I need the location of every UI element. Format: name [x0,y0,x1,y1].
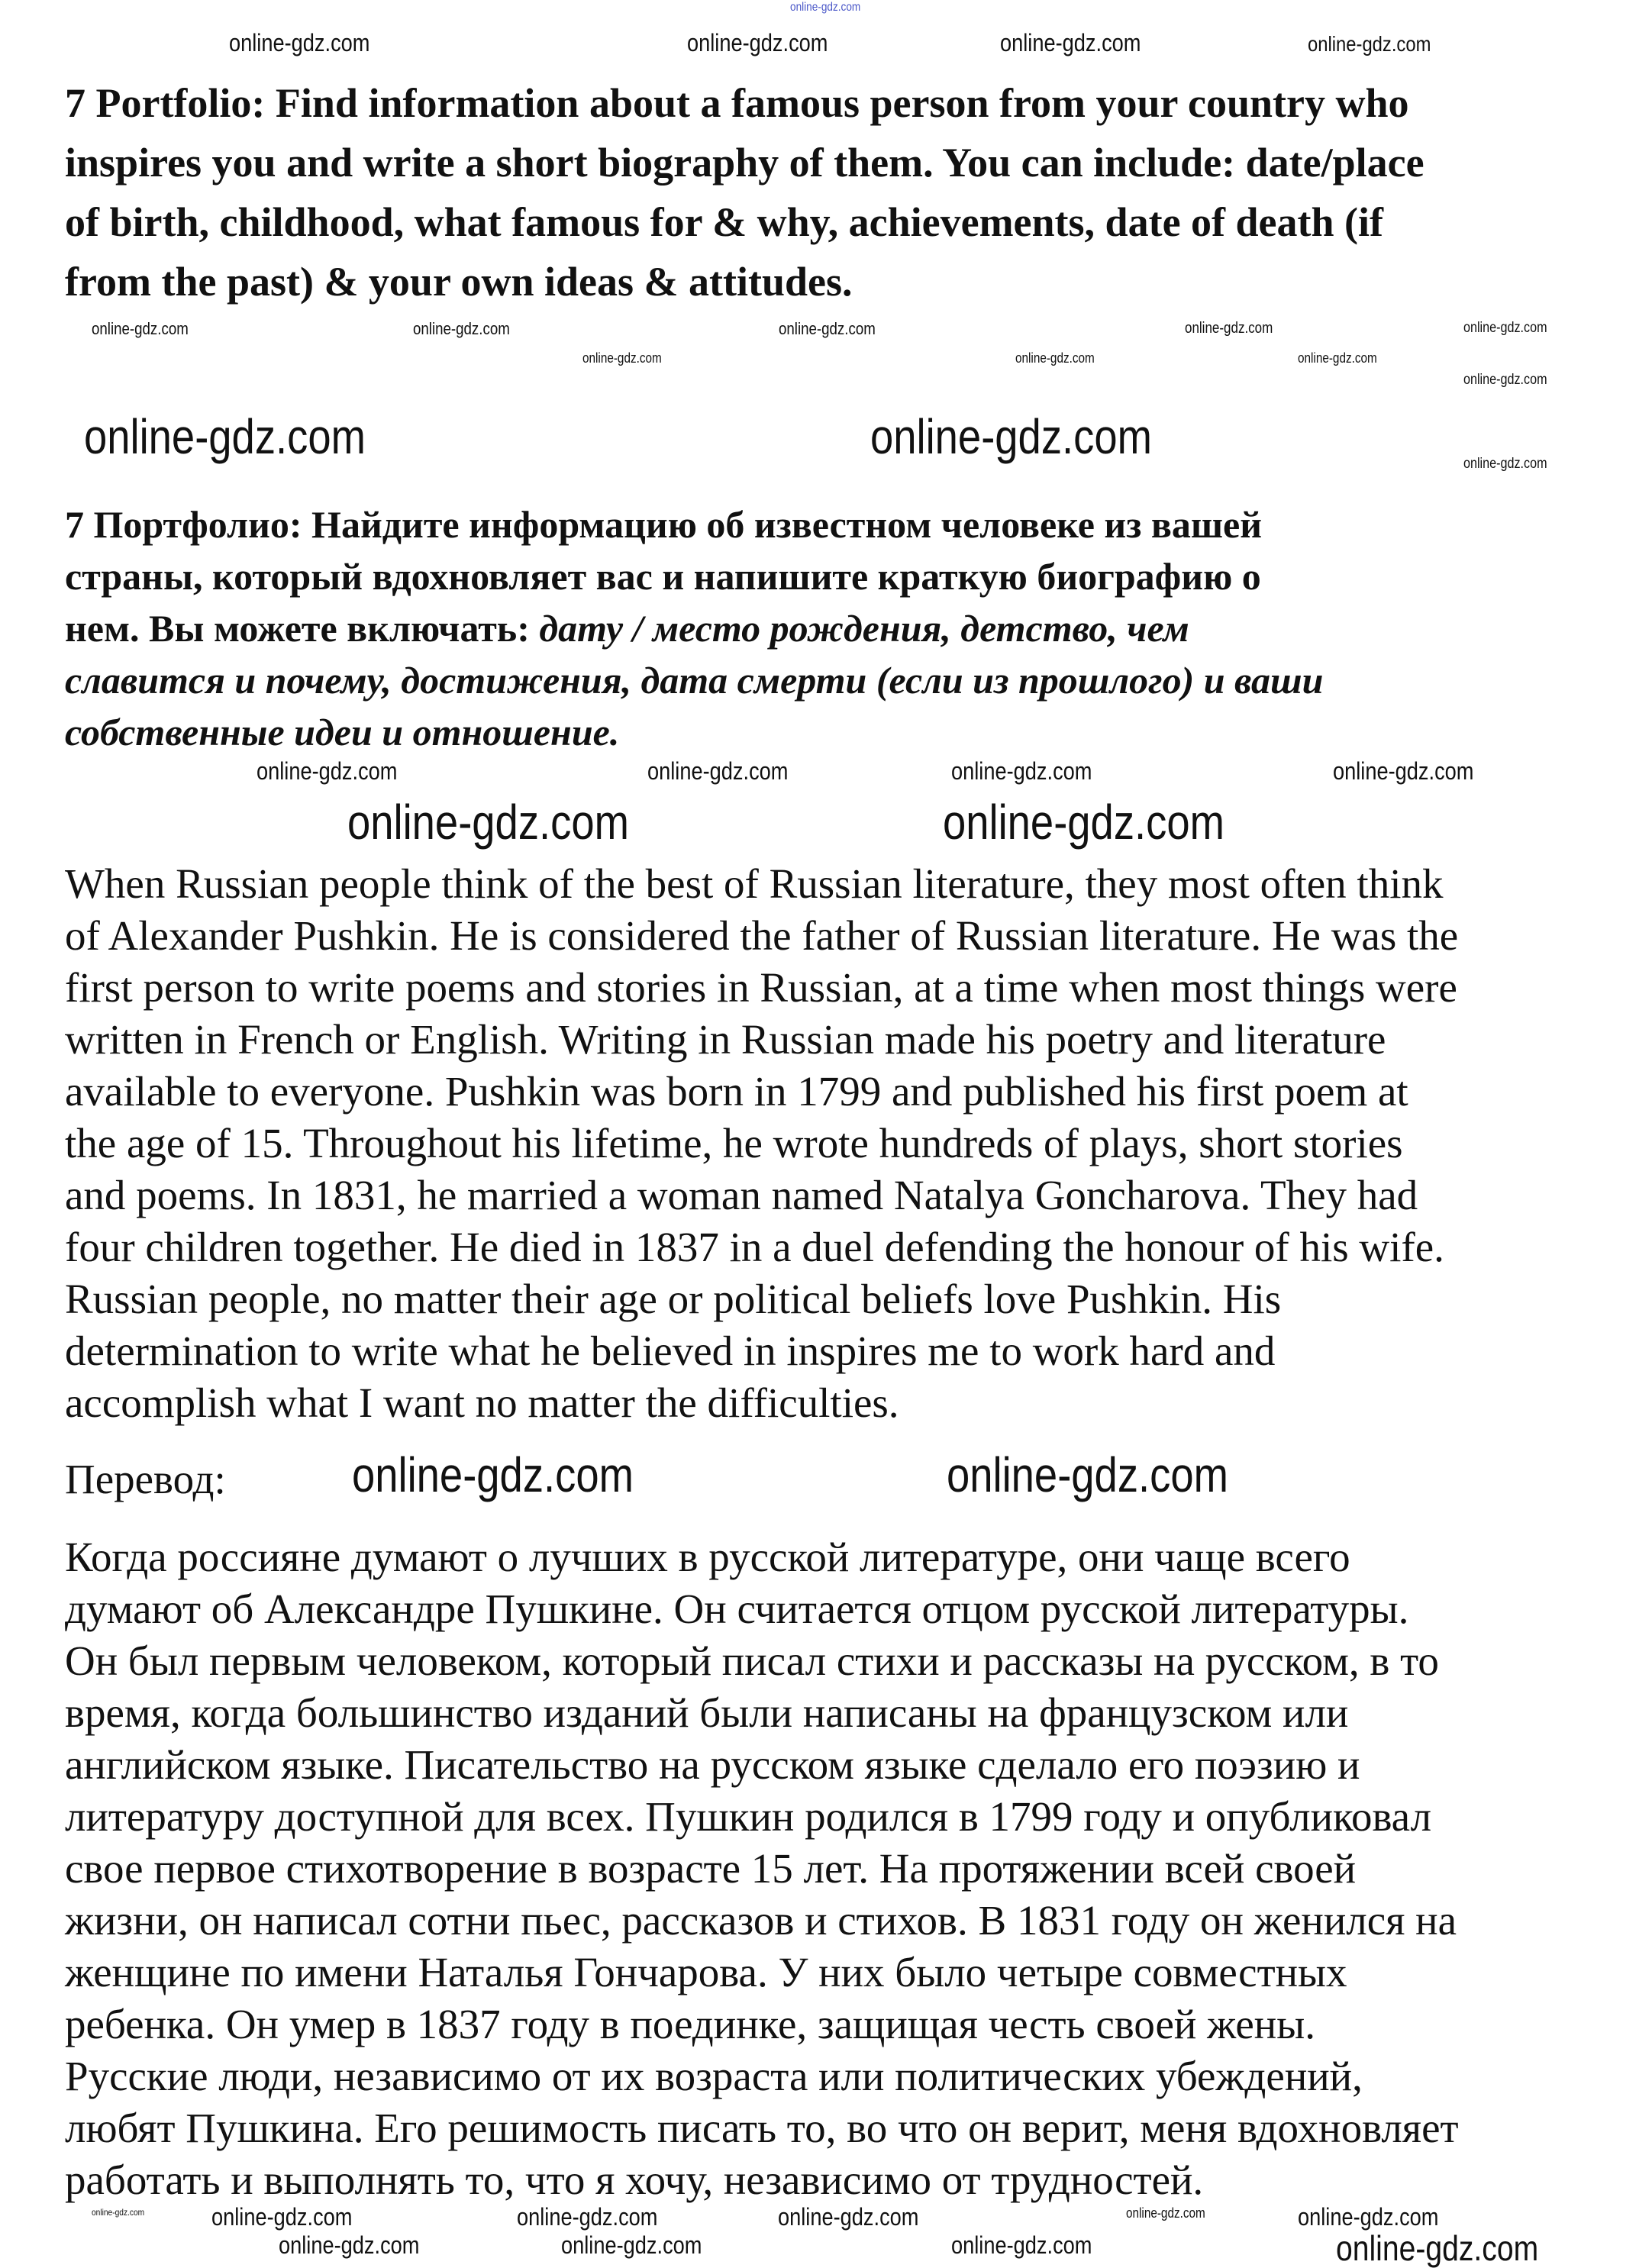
watermark: online-gdz.com [951,2231,1092,2259]
watermark: online-gdz.com [943,795,1224,850]
watermark: online-gdz.com [582,350,662,366]
task-ru-italic: дату / место рождения, детство, чем [539,607,1189,650]
answer-ru-line: Он был первым человеком, который писал стихи и рассказы на русском, в то [65,1637,1439,1684]
answer-en-line: four children together. He died in 1837 in a duel defending the honour of his wife. [65,1224,1444,1270]
watermark: online-gdz.com [1463,372,1547,388]
watermark: online-gdz.com [1298,2203,1439,2231]
answer-en-line: Russian people, no matter their age or political beliefs love Pushkin. His [65,1276,1282,1322]
task-ru-line: страны, который вдохновляет вас и напишите краткую биографию о [65,555,1261,598]
watermark: online-gdz.com [561,2231,702,2259]
answer-en-line: the age of 15. Throughout his lifetime, he wrote hundreds of plays, short stories [65,1120,1403,1166]
answer-ru-line: Русские люди, независимо от их возраста или политических убеждений, [65,2053,1363,2099]
task-heading-line: 7 Portfolio: Find information about a famous person from your country who [65,80,1409,126]
answer-en-line: first person to write poems and stories in Russian, at a time when most things were [65,964,1457,1011]
answer-en-line: of Alexander Pushkin. He is considered the father of Russian literature. He was the [65,912,1459,959]
answer-en-line: When Russian people think of the best of Russian literature, they most often think [65,860,1444,907]
watermark: online-gdz.com [1126,2205,1205,2221]
watermark: online-gdz.com [1298,350,1377,366]
answer-ru-line: ребенка. Он умер в 1837 году в поединке, защищая честь своей жены. [65,2001,1315,2047]
answer-ru-line: любят Пушкина. Его решимость писать то, во что он верит, меня вдохновляет [65,2105,1459,2151]
answer-ru-line: литературу доступной для всех. Пушкин родился в 1799 году и опубликовал [65,1793,1432,1840]
watermark: online-gdz.com [1015,350,1095,366]
watermark: online-gdz.com [92,319,189,338]
watermark: online-gdz.com [647,757,789,785]
watermark: online-gdz.com [1308,32,1431,56]
answer-ru-line: жизни, он написал сотни пьес, рассказов и стихов. В 1831 году он женился на [65,1897,1457,1944]
watermark: online-gdz.com [1185,320,1273,337]
task-heading-line: of birth, childhood, what famous for & why, achievements, date of death (if [65,199,1383,245]
watermark: online-gdz.com [1463,456,1547,472]
watermark: online-gdz.com [1333,757,1474,785]
answer-ru-line: работать и выполнять то, что я хочу, независимо от трудностей. [65,2157,1204,2203]
watermark: online-gdz.com [687,29,828,56]
task-ru-line: славится и почему, достижения, дата смерти (если из прошлого) и ваши [65,659,1324,702]
task-ru-line [65,607,1189,650]
watermark: online-gdz.com [413,319,510,338]
watermark: online-gdz.com [257,757,398,785]
answer-ru-line: Когда россияне думают о лучших в русской литературе, они чаще всего [65,1534,1350,1580]
watermark: online-gdz.com [229,29,370,56]
task-ru-line: 7 Портфолио: Найдите информацию об известном человеке из вашей [65,503,1263,546]
task-heading-line: inspires you and write a short biography of them. You can include: date/place [65,140,1425,186]
answer-en-line: and poems. In 1831, he married a woman named Natalya Goncharova. They had [65,1172,1418,1218]
answer-ru-line: английском языке. Писательство на русском языке сделало его поэзию и [65,1741,1360,1788]
watermark: online-gdz.com [790,1,861,14]
task-heading-line: from the past) & your own ideas & attitudes. [65,259,853,305]
watermark: online-gdz.com [84,409,366,464]
watermark: online-gdz.com [951,757,1092,785]
task-ru-line: собственные идеи и отношение. [65,711,620,753]
answer-en-line: accomplish what I want no matter the difficulties. [65,1379,899,1426]
answer-ru-line: время, когда большинство изданий были написаны на французском или [65,1689,1349,1736]
watermark: online-gdz.com [870,409,1152,464]
watermark: online-gdz.com [1000,29,1141,56]
answer-en-line: written in French or English. Writing in Russian made his poetry and literature [65,1016,1386,1063]
task-ru-bold: нем. Вы можете включать: [65,607,540,650]
watermark: online-gdz.com [279,2231,420,2259]
answer-en-line: determination to write what he believed in inspires me to work hard and [65,1328,1276,1374]
answer-ru-line: думают об Александре Пушкине. Он считается отцом русской литературы. [65,1586,1409,1632]
watermark: online-gdz.com [517,2203,658,2231]
answer-en-line: available to everyone. Pushkin was born in 1799 and published his first poem at [65,1068,1408,1115]
watermark: online-gdz.com [347,795,629,850]
answer-ru-line: свое первое стихотворение в возрасте 15 лет. На протяжении всей своей [65,1845,1357,1892]
watermark: online-gdz.com [947,1447,1228,1502]
watermark: online-gdz.com [779,319,876,338]
watermark: online-gdz.com [211,2203,353,2231]
watermark: online-gdz.com [1463,320,1547,336]
watermark: online-gdz.com [1336,2228,1539,2268]
translation-label: Перевод: [65,1456,226,1502]
watermark: online-gdz.com [92,2207,145,2218]
watermark: online-gdz.com [352,1447,634,1502]
watermark: online-gdz.com [778,2203,919,2231]
answer-ru-line: женщине по имени Наталья Гончарова. У них было четыре совместных [65,1949,1347,1995]
